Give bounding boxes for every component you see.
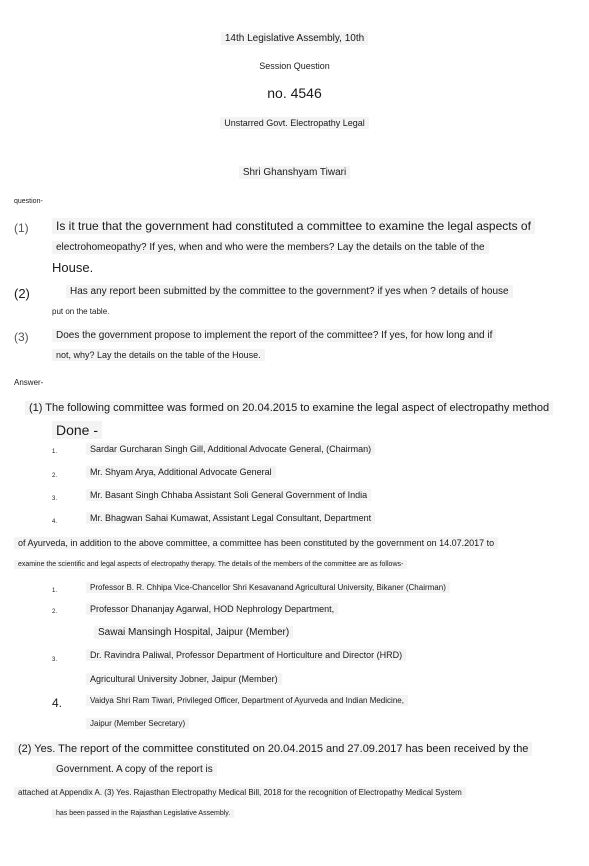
member-3-number: 3. xyxy=(52,496,58,502)
member2-4-number: 4. xyxy=(52,696,63,710)
answer-1-continuation-2: examine the scientific and legal aspects of electropathy therapy. The details of the members of the committee are as follows- xyxy=(14,561,407,569)
member-3-text: Mr. Basant Singh Chhaba Assistant Soli General Government of India xyxy=(86,490,371,500)
header-assembly: 14th Legislative Assembly, 10th xyxy=(0,33,589,45)
answer-3-line1: attached at Appendix A. (3) Yes. Rajasthan Electropathy Medical Bill, 2018 for the recognition of Electropathy Medical System xyxy=(14,788,466,797)
answer-1-done: Done - xyxy=(52,422,102,438)
question-3-number: (3) xyxy=(14,330,29,344)
question-2-line2: put on the table. xyxy=(52,307,110,316)
question-2-line1: Has any report been submitted by the committee to the government? if yes when ? details of house xyxy=(66,286,513,298)
question-1-line2: electrohomeopathy? If yes, when and who were the members? Lay the details on the table of the xyxy=(52,242,489,254)
answer-1-continuation-1: of Ayurveda, in addition to the above committee, a committee has been constituted by the government on 14.07.2017 to xyxy=(14,538,498,548)
question-3-line2: not, why? Lay the details on the table of the House. xyxy=(52,350,265,360)
member-4-number: 4. xyxy=(52,519,58,525)
answer-3-line2: has been passed in the Rajasthan Legislative Assembly. xyxy=(52,810,234,818)
question-2-number: (2) xyxy=(14,286,30,301)
question-1-line1: Is it true that the government had constituted a committee to examine the legal aspects of xyxy=(52,220,535,234)
header-session: Session Question xyxy=(259,61,330,71)
member-1-number: 1. xyxy=(52,449,58,455)
answer-label: Answer- xyxy=(14,378,44,387)
answer-1-intro: (1) The following committee was formed on 20.04.2015 to examine the legal aspect of electropathy method xyxy=(25,402,553,415)
member2-2-text: Professor Dhananjay Agarwal, HOD Nephrology Department, xyxy=(86,604,338,614)
member2-3-text: Dr. Ravindra Paliwal, Professor Department of Horticulture and Director (HRD) xyxy=(86,650,406,660)
member2-4-text: Vaidya Shri Ram Tiwari, Privileged Officer, Department of Ayurveda and Indian Medicine, xyxy=(86,696,408,705)
question-1-line3: House. xyxy=(52,260,94,275)
member-1-text: Sardar Gurcharan Singh Gill, Additional Advocate General, (Chairman) xyxy=(86,444,375,454)
answer-2-line1: (2) Yes. The report of the committee constituted on 20.04.2015 and 27.09.2017 has been received by the xyxy=(14,743,532,756)
member-2-number: 2. xyxy=(52,473,58,479)
member2-3-text2: Agricultural University Jobner, Jaipur (Member) xyxy=(86,674,282,684)
member2-1-text: Professor B. R. Chhipa Vice-Chancellor Shri Kesavanand Agricultural University, Bikaner (Chairman) xyxy=(86,583,450,592)
question-label: question- xyxy=(14,198,43,205)
member-2-text: Mr. Shyam Arya, Additional Advocate General xyxy=(86,467,276,477)
member2-2-number: 2. xyxy=(52,609,58,615)
member-4-text: Mr. Bhagwan Sahai Kumawat, Assistant Legal Consultant, Department xyxy=(86,513,375,523)
answer-2-line2: Government. A copy of the report is xyxy=(52,764,217,776)
question-type: Unstarred Govt. Electropathy Legal xyxy=(0,118,589,128)
question-3-line1: Does the government propose to implement the report of the committee? If yes, for how long and if xyxy=(52,330,496,342)
member-name: Shri Ghanshyam Tiwari xyxy=(0,167,589,179)
member2-2-text2: Sawai Mansingh Hospital, Jaipur (Member) xyxy=(94,627,293,639)
member2-3-number: 3. xyxy=(52,657,58,663)
question-number: no. 4546 xyxy=(267,85,322,101)
question-1-number: (1) xyxy=(14,221,29,235)
member2-1-number: 1. xyxy=(52,588,58,594)
member2-4-text2: Jaipur (Member Secretary) xyxy=(86,719,189,728)
